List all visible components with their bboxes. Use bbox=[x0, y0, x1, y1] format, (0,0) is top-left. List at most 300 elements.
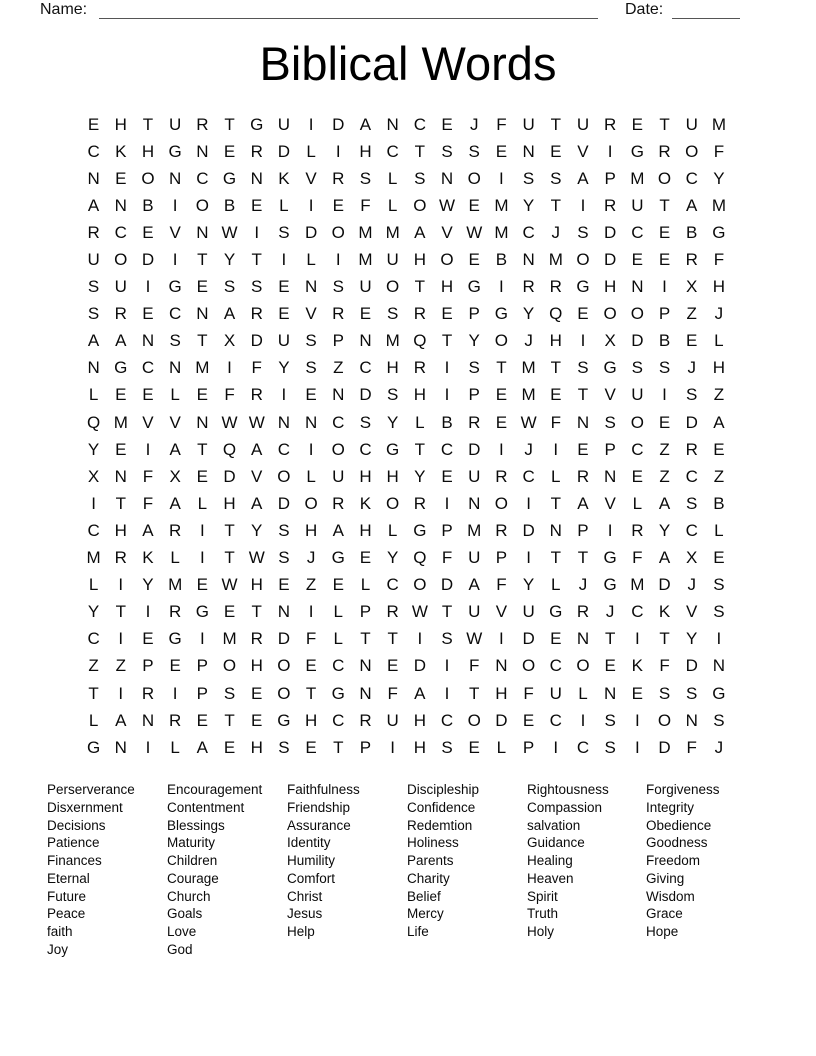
grid-cell: E bbox=[713, 548, 725, 568]
grid-cell: N bbox=[141, 331, 155, 351]
grid-cell: R bbox=[87, 222, 100, 242]
word-column bbox=[407, 781, 479, 941]
grid-cell: R bbox=[332, 304, 345, 324]
grid-cell: Y bbox=[468, 331, 480, 351]
word-item: Maturity bbox=[167, 835, 216, 851]
grid-cell: H bbox=[413, 737, 426, 757]
grid-cell: S bbox=[522, 168, 535, 188]
grid-cell: U bbox=[359, 277, 372, 297]
word-item: Jesus bbox=[287, 906, 323, 922]
grid-cell: I bbox=[91, 493, 96, 513]
word-item: Goodness bbox=[646, 835, 708, 851]
grid-cell: V bbox=[577, 141, 589, 161]
grid-cell: S bbox=[577, 358, 589, 378]
grid-cell: D bbox=[277, 141, 291, 161]
grid-cell: A bbox=[577, 493, 589, 513]
grid-cell: N bbox=[332, 385, 345, 405]
grid-cell: D bbox=[304, 222, 318, 242]
grid-cell: E bbox=[631, 250, 644, 270]
grid-cell: U bbox=[631, 195, 644, 215]
grid-cell: A bbox=[658, 548, 671, 568]
grid-cell: Z bbox=[659, 466, 670, 486]
grid-cell: E bbox=[251, 710, 263, 730]
grid-cell: S bbox=[278, 222, 290, 242]
grid-cell: S bbox=[169, 331, 181, 351]
grid-cell: H bbox=[250, 656, 263, 676]
grid-cell: L bbox=[714, 520, 724, 540]
grid-cell: G bbox=[195, 602, 209, 622]
grid-cell: G bbox=[467, 277, 481, 297]
grid-cell: P bbox=[142, 656, 154, 676]
grid-cell: E bbox=[441, 114, 453, 134]
grid-cell: M bbox=[385, 331, 400, 351]
grid-cell: U bbox=[169, 114, 182, 134]
grid-cell: N bbox=[169, 358, 182, 378]
grid-cell: I bbox=[662, 385, 667, 405]
grid-cell: A bbox=[414, 222, 426, 242]
grid-cell: E bbox=[495, 141, 508, 161]
grid-cell: C bbox=[413, 114, 426, 134]
word-item: Christ bbox=[287, 888, 323, 904]
grid-cell: E bbox=[305, 385, 317, 405]
word-item: Charity bbox=[407, 870, 450, 886]
grid-cell: M bbox=[86, 548, 101, 568]
grid-cell: F bbox=[441, 548, 453, 568]
grid-cell: T bbox=[197, 250, 208, 270]
grid-cell: O bbox=[304, 493, 318, 513]
grid-cell: A bbox=[169, 493, 181, 513]
grid-cell: R bbox=[359, 710, 372, 730]
grid-cell: I bbox=[227, 358, 232, 378]
grid-cell: S bbox=[604, 737, 616, 757]
grid-cell: S bbox=[441, 141, 453, 161]
word-item: Holiness bbox=[407, 835, 459, 851]
grid-cell: G bbox=[576, 277, 590, 297]
grid-cell: D bbox=[250, 331, 263, 351]
grid-cell: K bbox=[658, 602, 671, 622]
grid-cell: T bbox=[469, 683, 480, 703]
grid-cell: E bbox=[87, 114, 100, 134]
grid-cell: J bbox=[306, 548, 316, 568]
word-item: Goals bbox=[167, 906, 203, 922]
grid-cell: M bbox=[222, 629, 237, 649]
grid-cell: E bbox=[577, 304, 589, 324]
grid-cell: R bbox=[250, 304, 263, 324]
grid-cell: C bbox=[87, 520, 100, 540]
word-item: Mercy bbox=[407, 906, 444, 922]
grid-cell: I bbox=[145, 277, 151, 297]
grid-cell: T bbox=[88, 683, 99, 703]
grid-cell: R bbox=[114, 304, 127, 324]
word-item: Comfort bbox=[287, 870, 336, 886]
grid-cell: O bbox=[413, 195, 427, 215]
grid-cell: S bbox=[332, 277, 344, 297]
grid-cell: Q bbox=[86, 412, 101, 432]
grid-cell: R bbox=[685, 250, 698, 270]
grid-cell: E bbox=[142, 222, 154, 242]
grid-cell: S bbox=[713, 710, 725, 730]
grid-cell: P bbox=[658, 304, 671, 324]
word-item: Assurance bbox=[287, 817, 351, 833]
grid-cell: M bbox=[630, 575, 645, 595]
grid-cell: C bbox=[277, 439, 291, 459]
word-item: Humility bbox=[287, 853, 336, 868]
grid-cell: S bbox=[386, 385, 399, 405]
grid-cell: I bbox=[499, 439, 504, 459]
grid-cell: C bbox=[196, 168, 209, 188]
word-item: Identity bbox=[287, 835, 331, 851]
grid-cell: I bbox=[335, 250, 341, 270]
grid-cell: I bbox=[199, 520, 205, 540]
grid-cell: I bbox=[526, 493, 531, 513]
grid-cell: O bbox=[331, 439, 345, 459]
grid-cell: S bbox=[686, 493, 698, 513]
grid-cell: O bbox=[576, 250, 590, 270]
grid-cell: N bbox=[576, 629, 590, 649]
grid-cell: E bbox=[658, 412, 671, 432]
grid-cell: J bbox=[469, 114, 479, 134]
grid-cell: H bbox=[359, 520, 372, 540]
grid-cell: T bbox=[577, 548, 589, 568]
word-item: Grace bbox=[646, 906, 683, 922]
grid-cell: I bbox=[662, 277, 667, 297]
grid-cell: G bbox=[331, 683, 345, 703]
grid-cell: M bbox=[494, 195, 509, 215]
grid-cell: S bbox=[577, 222, 589, 242]
grid-cell: Y bbox=[87, 602, 100, 622]
grid-cell: X bbox=[686, 277, 698, 297]
grid-cell: R bbox=[631, 520, 644, 540]
grid-cell: E bbox=[631, 114, 644, 134]
grid-cell: X bbox=[686, 548, 698, 568]
grid-cell: T bbox=[441, 331, 453, 351]
grid-cell: N bbox=[277, 412, 291, 432]
word-item: Discipleship bbox=[407, 782, 480, 797]
grid-cell: K bbox=[631, 656, 644, 676]
grid-cell: N bbox=[114, 195, 127, 215]
grid-cell: N bbox=[685, 710, 698, 730]
grid-cell: A bbox=[251, 439, 263, 459]
grid-cell: N bbox=[114, 737, 127, 757]
grid-cell: R bbox=[250, 141, 263, 161]
grid-cell: N bbox=[304, 277, 318, 297]
grid-cell: I bbox=[172, 683, 178, 703]
grid-cell: H bbox=[413, 250, 426, 270]
grid-cell: T bbox=[441, 602, 453, 622]
grid-cell: I bbox=[607, 520, 613, 540]
grid-cell: Y bbox=[223, 250, 236, 270]
grid-cell: O bbox=[386, 277, 400, 297]
grid-cell: E bbox=[386, 656, 399, 676]
grid-cell: I bbox=[118, 575, 124, 595]
word-item: Disxernment bbox=[47, 799, 123, 815]
grid-cell: R bbox=[549, 277, 562, 297]
grid-cell: O bbox=[277, 656, 291, 676]
grid-cell: M bbox=[385, 222, 400, 242]
grid-cell: M bbox=[711, 114, 726, 134]
grid-cell: E bbox=[196, 277, 209, 297]
grid-cell: I bbox=[118, 683, 124, 703]
grid-cell: M bbox=[168, 575, 183, 595]
grid-cell: N bbox=[359, 331, 372, 351]
grid-cell: Y bbox=[87, 439, 100, 459]
grid-cell: W bbox=[221, 412, 238, 432]
grid-cell: B bbox=[686, 222, 698, 242]
grid-cell: R bbox=[169, 710, 182, 730]
grid-cell: D bbox=[631, 331, 644, 351]
grid-cell: D bbox=[604, 222, 617, 242]
grid-cell: H bbox=[304, 520, 318, 540]
grid-cell: P bbox=[359, 737, 372, 757]
grid-cell: T bbox=[224, 710, 235, 730]
grid-cell: C bbox=[631, 439, 644, 459]
grid-cell: S bbox=[631, 358, 644, 378]
grid-cell: W bbox=[466, 222, 483, 242]
name-label: Name: bbox=[40, 1, 88, 18]
grid-cell: I bbox=[308, 195, 314, 215]
grid-cell: L bbox=[714, 331, 724, 351]
word-column bbox=[287, 781, 360, 941]
grid-cell: R bbox=[522, 277, 535, 297]
word-item: Courage bbox=[167, 870, 219, 886]
grid-cell: M bbox=[521, 358, 536, 378]
grid-cell: A bbox=[332, 520, 344, 540]
grid-cell: H bbox=[304, 710, 318, 730]
word-item: Integrity bbox=[646, 799, 695, 815]
grid-cell: O bbox=[467, 168, 481, 188]
grid-cell: H bbox=[359, 466, 372, 486]
word-item: salvation bbox=[527, 817, 581, 833]
grid-cell: N bbox=[359, 683, 372, 703]
grid-cell: A bbox=[414, 683, 426, 703]
grid-cell: V bbox=[441, 222, 453, 242]
grid-cell: W bbox=[248, 548, 265, 568]
grid-cell: S bbox=[658, 358, 671, 378]
grid-cell: I bbox=[308, 439, 314, 459]
grid-cell: S bbox=[223, 683, 236, 703]
word-item: Encouragement bbox=[167, 782, 263, 797]
grid-cell: R bbox=[196, 114, 209, 134]
grid-cell: C bbox=[576, 737, 590, 757]
grid-cell: J bbox=[524, 439, 533, 459]
grid-cell: T bbox=[550, 114, 561, 134]
grid-cell: R bbox=[250, 629, 263, 649]
grid-cell: S bbox=[441, 737, 453, 757]
grid-cell: Z bbox=[686, 304, 697, 324]
grid-cell: R bbox=[169, 520, 182, 540]
grid-cell: R bbox=[604, 195, 617, 215]
grid-cell: S bbox=[713, 602, 725, 622]
grid-cell: Y bbox=[414, 466, 426, 486]
grid-cell: S bbox=[223, 277, 236, 297]
grid-cell: D bbox=[413, 656, 426, 676]
grid-cell: A bbox=[251, 493, 263, 513]
grid-cell: E bbox=[441, 466, 453, 486]
grid-cell: N bbox=[604, 683, 617, 703]
grid-cell: T bbox=[414, 439, 426, 459]
word-column bbox=[527, 781, 609, 941]
grid-cell: T bbox=[251, 250, 262, 270]
grid-cell: E bbox=[495, 385, 508, 405]
grid-cell: H bbox=[495, 683, 508, 703]
grid-cell: E bbox=[115, 385, 127, 405]
grid-cell: I bbox=[716, 629, 722, 649]
grid-cell: I bbox=[118, 629, 124, 649]
grid-cell: C bbox=[549, 656, 562, 676]
grid-cell: I bbox=[444, 656, 450, 676]
grid-cell: I bbox=[308, 602, 314, 622]
grid-cell: C bbox=[141, 358, 155, 378]
grid-cell: I bbox=[172, 195, 178, 215]
grid-cell: M bbox=[521, 385, 536, 405]
grid-cell: A bbox=[686, 195, 698, 215]
grid-cell: G bbox=[168, 629, 182, 649]
grid-cell: U bbox=[549, 683, 562, 703]
grid-cell: U bbox=[87, 250, 100, 270]
grid-cell: S bbox=[686, 683, 698, 703]
word-item: Hope bbox=[646, 924, 679, 939]
grid-cell: T bbox=[550, 493, 561, 513]
grid-cell: D bbox=[223, 466, 236, 486]
grid-cell: T bbox=[659, 114, 670, 134]
grid-cell: C bbox=[87, 141, 100, 161]
grid-cell: D bbox=[522, 520, 535, 540]
grid-cell: I bbox=[390, 737, 396, 757]
grid-cell: E bbox=[115, 168, 127, 188]
grid-cell: V bbox=[305, 168, 317, 188]
grid-cell: Q bbox=[413, 331, 427, 351]
grid-cell: C bbox=[522, 466, 535, 486]
grid-cell: C bbox=[685, 466, 698, 486]
grid-cell: I bbox=[281, 385, 287, 405]
grid-cell: W bbox=[248, 412, 265, 432]
grid-cell: W bbox=[439, 195, 456, 215]
grid-cell: B bbox=[441, 412, 453, 432]
word-item: Decisions bbox=[47, 817, 106, 833]
grid-cell: L bbox=[551, 466, 561, 486]
grid-cell: R bbox=[332, 168, 345, 188]
grid-cell: O bbox=[386, 493, 400, 513]
grid-cell: Y bbox=[522, 575, 535, 595]
grid-cell: D bbox=[359, 385, 372, 405]
grid-cell: N bbox=[304, 412, 318, 432]
grid-cell: O bbox=[685, 141, 699, 161]
grid-cell: L bbox=[387, 520, 398, 540]
grid-cell: S bbox=[713, 575, 725, 595]
word-item: Healing bbox=[527, 853, 573, 868]
word-column bbox=[47, 781, 135, 959]
grid-cell: U bbox=[576, 114, 590, 134]
grid-cell: H bbox=[114, 114, 127, 134]
grid-cell: G bbox=[386, 439, 400, 459]
grid-cell: U bbox=[522, 602, 535, 622]
word-item: Truth bbox=[527, 906, 559, 922]
grid-cell: L bbox=[387, 195, 398, 215]
grid-cell: G bbox=[413, 520, 427, 540]
grid-cell: A bbox=[658, 493, 671, 513]
grid-cell: S bbox=[550, 168, 562, 188]
grid-cell: S bbox=[251, 277, 263, 297]
grid-cell: W bbox=[221, 575, 238, 595]
grid-cell: P bbox=[332, 331, 344, 351]
grid-cell: E bbox=[658, 250, 671, 270]
grid-cell: V bbox=[495, 602, 508, 622]
grid-cell: C bbox=[522, 222, 535, 242]
grid-cell: B bbox=[495, 250, 508, 270]
grid-cell: N bbox=[522, 141, 535, 161]
grid-cell: R bbox=[250, 385, 263, 405]
grid-cell: N bbox=[196, 412, 209, 432]
grid-cell: T bbox=[115, 493, 126, 513]
grid-cell: R bbox=[576, 466, 590, 486]
grid-cell: E bbox=[305, 737, 317, 757]
grid-cell: C bbox=[359, 358, 372, 378]
grid-cell: T bbox=[414, 141, 426, 161]
grid-cell: Y bbox=[386, 412, 399, 432]
grid-cell: F bbox=[305, 629, 317, 649]
grid-cell: F bbox=[469, 656, 480, 676]
grid-cell: I bbox=[199, 548, 205, 568]
word-item: God bbox=[167, 941, 193, 957]
grid-cell: E bbox=[278, 277, 290, 297]
grid-cell: E bbox=[631, 466, 644, 486]
grid-cell: A bbox=[115, 331, 127, 351]
grid-cell: J bbox=[524, 331, 533, 351]
grid-cell: U bbox=[277, 331, 291, 351]
grid-cell: E bbox=[631, 683, 644, 703]
grid-cell: F bbox=[496, 575, 507, 595]
grid-cell: U bbox=[685, 114, 698, 134]
grid-cell: O bbox=[494, 493, 509, 513]
grid-cell: R bbox=[413, 304, 426, 324]
word-item: Peace bbox=[47, 906, 86, 922]
grid-cell: E bbox=[359, 548, 372, 568]
word-item: Patience bbox=[47, 835, 100, 851]
word-item: Redemtion bbox=[407, 817, 473, 833]
grid-cell: T bbox=[224, 114, 235, 134]
word-item: Obedience bbox=[646, 817, 712, 833]
word-item: Heaven bbox=[527, 870, 574, 886]
grid-cell: M bbox=[358, 250, 373, 270]
grid-cell: M bbox=[195, 358, 210, 378]
word-item: Love bbox=[167, 924, 197, 939]
grid-cell: T bbox=[333, 737, 344, 757]
grid-cell: C bbox=[87, 629, 100, 649]
grid-cell: N bbox=[604, 466, 617, 486]
grid-cell: L bbox=[170, 737, 180, 757]
grid-cell: R bbox=[332, 493, 345, 513]
grid-cell: C bbox=[685, 168, 698, 188]
grid-cell: J bbox=[551, 222, 561, 242]
grid-cell: D bbox=[277, 493, 291, 513]
grid-cell: L bbox=[360, 575, 371, 595]
grid-cell: G bbox=[603, 575, 617, 595]
grid-cell: P bbox=[468, 304, 480, 324]
grid-cell: E bbox=[441, 304, 453, 324]
grid-cell: D bbox=[440, 575, 454, 595]
grid-cell: B bbox=[142, 195, 154, 215]
grid-cell: S bbox=[658, 683, 671, 703]
grid-cell: S bbox=[87, 277, 100, 297]
grid-cell: T bbox=[550, 195, 561, 215]
word-column bbox=[646, 781, 720, 941]
grid-cell: E bbox=[550, 141, 562, 161]
grid-cell: E bbox=[278, 575, 290, 595]
grid-cell: F bbox=[550, 412, 561, 432]
grid-cell: S bbox=[468, 141, 480, 161]
grid-cell: E bbox=[223, 737, 236, 757]
grid-cell: S bbox=[278, 520, 290, 540]
